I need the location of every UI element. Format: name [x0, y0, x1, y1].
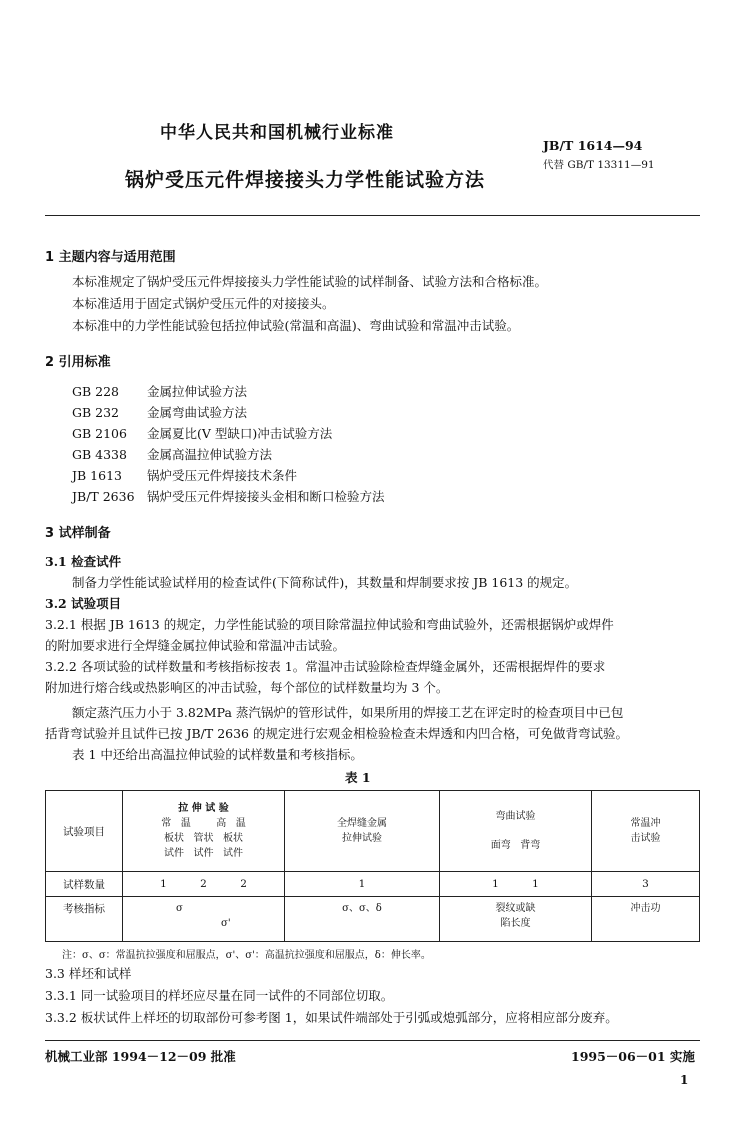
subsection-3-1-heading: 3.1 检查试件 — [45, 554, 122, 569]
weld-metal-label: 全焊缝金属 — [337, 818, 387, 829]
cell-tensile-criteria — [123, 897, 285, 942]
page-number: 1 — [680, 1073, 689, 1087]
approval-date: 机械工业部 1994－12－09 批准 — [45, 1049, 236, 1064]
reference-item — [72, 424, 332, 444]
weld-metal-label-2: 拉伸试验 — [342, 833, 382, 844]
effective-date: 1995－06－01 实施 — [571, 1049, 695, 1064]
header-impact — [592, 791, 700, 872]
reference-name: 锅炉受压元件焊接接头金相和断口检验方法 — [147, 489, 385, 504]
cell-tensile-quantity: 1 2 2 — [123, 872, 285, 897]
s3-2-1-line-2: 的附加要求进行全焊缝金属拉伸试验和常温冲击试验。 — [45, 638, 346, 653]
cell-bend-quantity: 1 1 — [440, 872, 592, 897]
reference-code: JB 1613 — [72, 468, 122, 483]
bend-sub-label: 面弯 背弯 — [490, 840, 541, 851]
s1-paragraph-3: 本标准中的力学性能试验包括拉伸试验(常温和高温)、弯曲试验和常温冲击试验。 — [72, 318, 520, 333]
cell-bend-criteria — [440, 897, 592, 942]
impact-label-2: 击试验 — [630, 833, 661, 844]
table-1 — [45, 790, 700, 942]
reference-code: GB 4338 — [72, 447, 127, 462]
reference-item — [72, 445, 272, 465]
bend-label: 弯曲试验 — [495, 811, 536, 822]
table-caption: 表 1 — [345, 770, 371, 785]
replaces-standard: 代替 GB/T 13311—91 — [543, 159, 655, 171]
footer-rule — [45, 1040, 700, 1041]
s3-1-paragraph: 制备力学性能试验试样用的检查试件(下简称试件)，其数量和焊制要求按 JB 1613 的规定。 — [72, 575, 578, 590]
s3-3-2-line: 3.3.2 板状试件上样坯的切取部份可参考图 1，如果试件端部处于引弧或熄弧部分，应将相应部分废弃。 — [45, 1010, 618, 1025]
tensile-shape: 板状 管状 板状 — [163, 833, 244, 844]
tensile-title: 拉 伸 试 验 — [178, 803, 229, 814]
bend-criteria-a: 裂纹或缺 — [495, 903, 536, 914]
tensile-criteria-a: σ — [176, 903, 183, 914]
document-title: 锅炉受压元件焊接接头力学性能试验方法 — [125, 169, 486, 191]
cell-weld-criteria: σ、σ、δ — [285, 897, 440, 942]
cell-impact-quantity: 3 — [592, 872, 700, 897]
header-tensile — [123, 791, 285, 872]
reference-name: 金属弯曲试验方法 — [147, 405, 248, 420]
s3-2-1-line-1: 3.2.1 根据 JB 1613 的规定，力学性能试验的项目除常温拉伸试验和弯曲试验外，还需根据锅炉或焊件 — [45, 617, 614, 632]
table-note: 注：σ、σ：常温抗拉强度和屈服点，σ'、σ'：高温抗拉强度和屈服点，δ：伸长率。 — [62, 950, 431, 961]
s1-paragraph-2: 本标准适用于固定式锅炉受压元件的对接接头。 — [72, 296, 335, 311]
row-label-criteria: 考核指标 — [46, 897, 123, 942]
subsection-3-2-heading: 3.2 试验项目 — [45, 596, 122, 611]
tensile-specimen: 试件 试件 试件 — [163, 848, 244, 859]
cell-impact-criteria: 冲击功 — [592, 897, 700, 942]
reference-item — [72, 382, 247, 402]
reference-code: GB 232 — [72, 405, 120, 420]
section-3-heading: 3 试样制备 — [45, 526, 111, 541]
s3-2-4-line: 表 1 中还给出高温拉伸试验的试样数量和考核指标。 — [72, 747, 363, 762]
standard-code: JB/T 1614—94 — [543, 138, 643, 153]
row-label-quantity: 试样数量 — [46, 872, 123, 897]
s3-3-1-line: 3.3.1 同一试验项目的样坯应尽量在同一试件的不同部位切取。 — [45, 988, 394, 1003]
issuing-organization: 中华人民共和国机械行业标准 — [160, 123, 394, 143]
header-weld-metal — [285, 791, 440, 872]
reference-item — [72, 403, 247, 423]
reference-code: JB/T 2636 — [72, 489, 135, 504]
tensile-temp: 常 温 高 温 — [161, 818, 246, 829]
header-rule — [45, 215, 700, 216]
reference-item — [72, 487, 385, 507]
header-bend — [440, 791, 592, 872]
s3-2-3-line-2: 括背弯试验并且试件已按 JB/T 2636 的规定进行宏观金相检验检查未焊透和内凹合格，可免做背弯试验。 — [45, 726, 628, 741]
table-header-row — [46, 791, 700, 872]
section-1-heading: 1 主题内容与适用范围 — [45, 250, 176, 265]
reference-name: 金属夏比(V 型缺口)冲击试验方法 — [147, 426, 333, 441]
subsection-3-3-heading: 3.3 样坯和试样 — [45, 966, 132, 981]
cell-weld-quantity: 1 — [285, 872, 440, 897]
section-2-heading: 2 引用标准 — [45, 355, 111, 370]
s3-2-3-line-1: 额定蒸汽压力小于 3.82MPa 蒸汽锅炉的管形试件，如果所用的焊接工艺在评定时的检查项目中已包 — [72, 705, 624, 720]
s1-paragraph-1: 本标准规定了锅炉受压元件焊接接头力学性能试验的试样制备、试验方法和合格标准。 — [72, 274, 548, 289]
impact-label: 常温冲 — [630, 818, 661, 829]
reference-name: 锅炉受压元件焊接技术条件 — [147, 468, 298, 483]
reference-code: GB 2106 — [72, 426, 127, 441]
s3-2-2-line-2: 附加进行熔合线或热影响区的冲击试验，每个部位的试样数量均为 3 个。 — [45, 680, 449, 695]
table-row — [46, 872, 700, 897]
reference-name: 金属拉伸试验方法 — [147, 384, 248, 399]
tensile-criteria-b: σ' — [221, 918, 231, 929]
bend-criteria-b: 陷长度 — [500, 918, 531, 929]
s3-2-2-line-1: 3.2.2 各项试验的试样数量和考核指标按表 1。常温冲击试验除检查焊缝金属外，还需根据焊件的要求 — [45, 659, 606, 674]
reference-item — [72, 466, 297, 486]
reference-code: GB 228 — [72, 384, 120, 399]
reference-name: 金属高温拉伸试验方法 — [147, 447, 273, 462]
table-row — [46, 897, 700, 942]
header-test-item: 试验项目 — [46, 791, 123, 872]
